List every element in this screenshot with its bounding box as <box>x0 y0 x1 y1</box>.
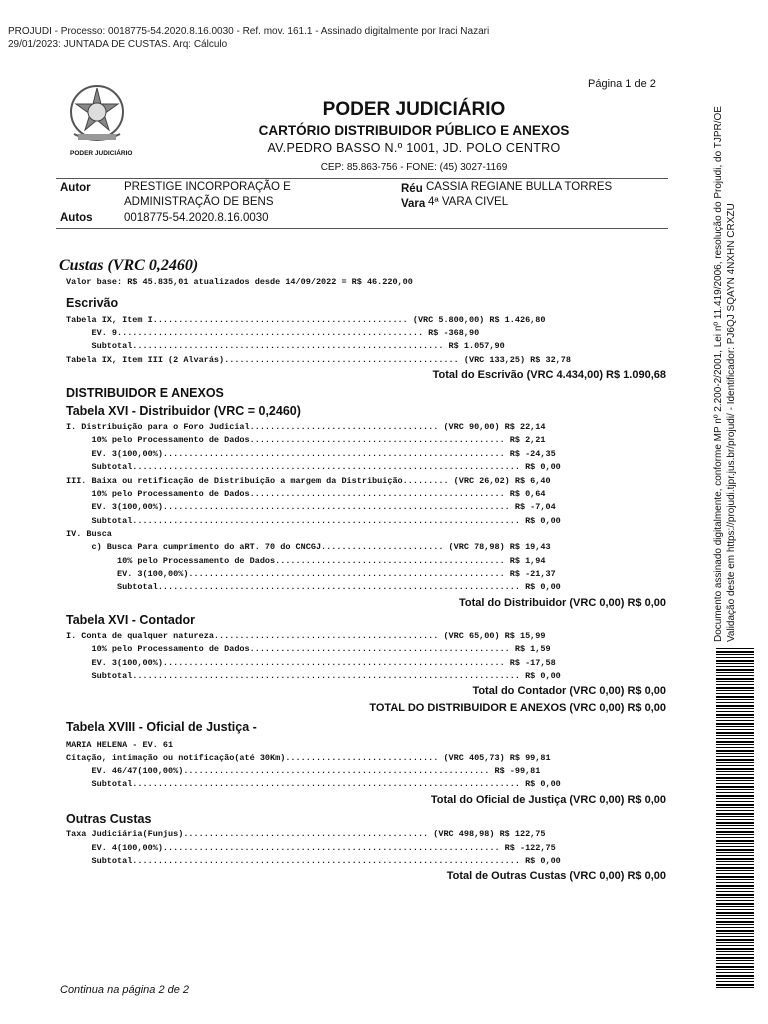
escrivao-total: Total do Escrivão (VRC 4.434,00) R$ 1.090,68 <box>432 369 666 381</box>
distribuidor-line: III. Baixa ou retificação de Distribuição a margem da Distribuição......... (VRC 26,02) R$ 6,40 <box>66 476 551 486</box>
divider-bottom <box>56 228 668 229</box>
oficial-total: Total do Oficial de Justiça (VRC 0,00) R$ 0,00 <box>430 794 666 806</box>
distribuidor-line: EV. 3(100,00%).............................................................. R$ -21,37 <box>66 569 556 579</box>
court-title: PODER JUDICIÁRIO <box>322 99 506 120</box>
contador-line: I. Conta de qualquer natureza............................................ (VRC 65,00) R$ 15,99 <box>66 631 546 641</box>
distribuidor-line: Subtotal............................................................................ R$ 0,00 <box>66 516 561 526</box>
contador-total: Total do Contador (VRC 0,00) R$ 0,00 <box>472 685 666 697</box>
custas-title: Custas (VRC 0,2460) <box>59 257 199 274</box>
distribuidor-line: c) Busca Para cumprimento do aRT. 70 do CNCGJ........................ (VRC 78,98) R$ 19,43 <box>66 542 551 552</box>
vara-value: 4ª VARA CIVEL <box>428 196 509 208</box>
reu-value: CASSIA REGIANE BULLA TORRES <box>426 181 613 193</box>
contador-line: Subtotal............................................................................ R$ 0,00 <box>66 671 561 681</box>
coat-of-arms-icon <box>64 82 130 148</box>
contador-heading: Tabela XVI - Contador <box>66 613 195 627</box>
autos-label: Autos <box>60 212 93 224</box>
reu-label: Réu <box>401 183 423 195</box>
escrivao-heading: Escrivão <box>66 296 119 310</box>
oficial-line: EV. 46/47(100,00%)............................................................ R$ -99,81 <box>66 766 541 776</box>
distribuidor-line: EV. 3(100,00%).................................................................... R$ -7,04 <box>66 502 556 512</box>
distribuidor-heading: DISTRIBUIDOR E ANEXOS <box>66 386 224 400</box>
signature-text <box>712 66 738 642</box>
outras-line: Taxa Judiciária(Funjus)................................................ (VRC 498,98) R$ 122,75 <box>66 829 546 839</box>
oficial-heading: Tabela XVIII - Oficial de Justiça - <box>66 720 257 734</box>
office-address: AV.PEDRO BASSO N.º 1001, JD. POLO CENTRO <box>267 141 561 155</box>
distribuidor-line: IV. Busca <box>66 529 112 539</box>
autor-label: Autor <box>60 182 91 194</box>
contador-line: EV. 3(100,00%)................................................................... R$ -17,58 <box>66 658 556 668</box>
oficial-line: Subtotal............................................................................ R$ 0,00 <box>66 779 561 789</box>
autos-value: 0018775-54.2020.8.16.0030 <box>124 212 269 224</box>
divider-top <box>56 178 668 179</box>
signature-line-2: Validação deste em https://projudi.tjpr.jus.br/projudi/ - Identificador: PJ6QJ SQAYN 4NXHN CRXZU <box>726 203 737 642</box>
distribuidor-line: Subtotal............................................................................ R$ 0,00 <box>66 462 561 472</box>
outras-heading: Outras Custas <box>66 812 152 826</box>
outras-line: Subtotal............................................................................ R$ 0,00 <box>66 856 561 866</box>
distribuidor-line: 10% pelo Processamento de Dados............................................. R$ 1,94 <box>66 556 546 566</box>
emblem-label: PODER JUDICIÁRIO <box>70 150 133 157</box>
outras-line: EV. 4(100,00%).................................................................. R$ -122,75 <box>66 843 556 853</box>
continuation-note: Continua na página 2 de 2 <box>60 984 190 996</box>
distribuidor-line: 10% pelo Processamento de Dados.................................................. R$ 0,64 <box>66 489 546 499</box>
outras-total: Total de Outras Custas (VRC 0,00) R$ 0,00 <box>446 870 666 882</box>
distribuidor-line: Subtotal....................................................................... R$ 0,00 <box>66 582 561 592</box>
header-line-1: PROJUDI - Processo: 0018775-54.2020.8.16.0030 - Ref. mov. 161.1 - Assinado digitalmente por Iraci Nazari <box>8 26 490 37</box>
distribuidor-total: Total do Distribuidor (VRC 0,00) R$ 0,00 <box>459 597 666 609</box>
vara-label: Vara <box>401 198 426 210</box>
distribuidor-line: EV. 3(100,00%)................................................................... R$ -24,35 <box>66 449 556 459</box>
signature-line-1: Documento assinado digitalmente, conforme MP nº 2.200-2/2001, Lei nº 11.419/2006, resolução do Projudi, do TJPR/OE <box>713 106 724 642</box>
escrivao-line: EV. 9............................................................ R$ -368,90 <box>66 328 480 338</box>
header-line-2: 29/01/2023: JUNTADA DE CUSTAS. Arq: Cálculo <box>8 39 228 50</box>
contador-line: 10% pelo Processamento de Dados................................................... R$ 1,59 <box>66 644 551 654</box>
escrivao-line: Tabela IX, Item III (2 Alvarás).............................................. (VRC 133,25) R$ 32,78 <box>66 355 571 365</box>
distribuidor-table-heading: Tabela XVI - Distribuidor (VRC = 0,2460) <box>66 404 301 418</box>
distribuidor-line: I. Distribuição para o Foro Judicial..................................... (VRC 90,00) R$ 22,14 <box>66 422 546 432</box>
office-contact: CEP: 85.863-756 - FONE: (45) 3027-1169 <box>320 162 508 173</box>
escrivao-line: Tabela IX, Item I.................................................. (VRC 5.800,00) R$ 1.426,80 <box>66 315 546 325</box>
distribuidor-anexos-grand-total: TOTAL DO DISTRIBUIDOR E ANEXOS (VRC 0,00) R$ 0,00 <box>369 702 666 714</box>
signature-sidebar <box>712 66 742 642</box>
oficial-line: Citação, intimação ou notificação(até 30Km).............................. (VRC 405,73) R$ 99,81 <box>66 753 551 763</box>
valor-base: Valor base: R$ 45.835,01 atualizados desde 14/09/2022 = R$ 46.220,00 <box>66 277 413 287</box>
oficial-line: MARIA HELENA - EV. 61 <box>66 740 174 750</box>
distribuidor-line: 10% pelo Processamento de Dados.................................................. R$ 2,21 <box>66 435 546 445</box>
escrivao-line: Subtotal............................................................. R$ 1.057,90 <box>66 341 505 351</box>
office-title: CARTÓRIO DISTRIBUIDOR PÚBLICO E ANEXOS <box>258 123 570 138</box>
page-number: Página 1 de 2 <box>588 78 656 90</box>
autor-value-line-1: PRESTIGE INCORPORAÇÃO E <box>124 181 291 193</box>
autor-value-line-2: ADMINISTRAÇÃO DE BENS <box>124 196 274 208</box>
barcode <box>716 648 754 988</box>
